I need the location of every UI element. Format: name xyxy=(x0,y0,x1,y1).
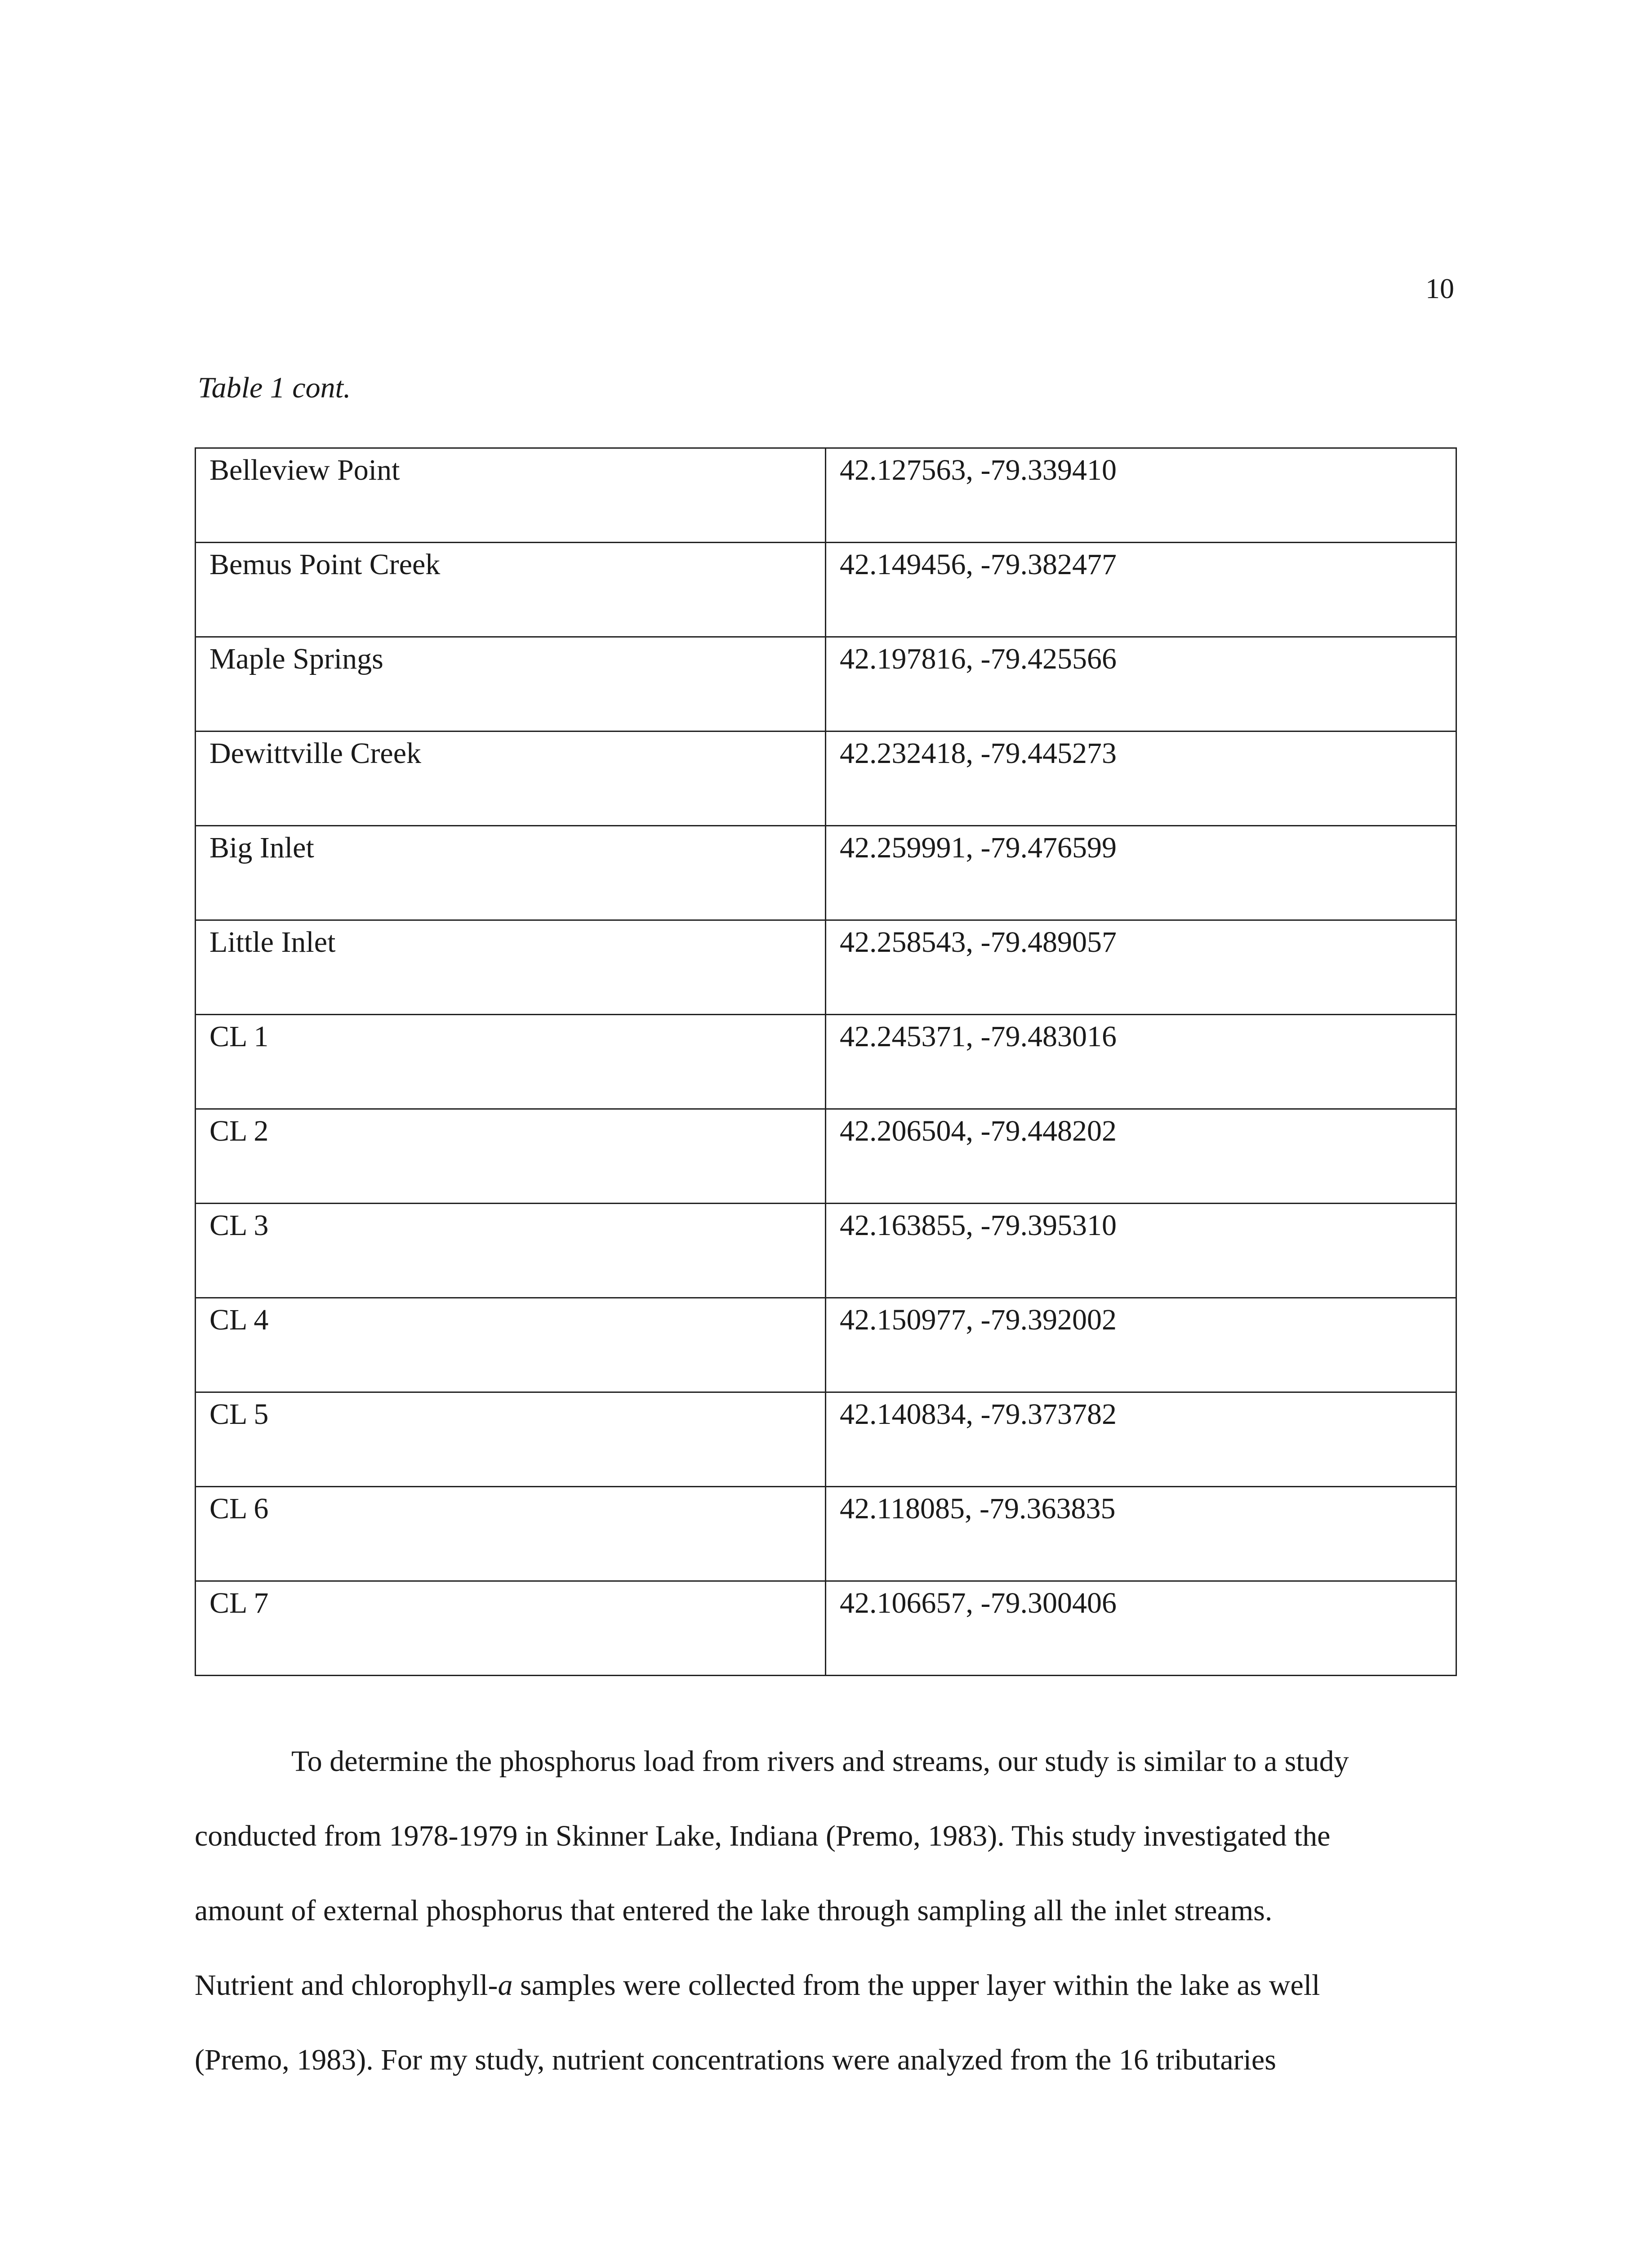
table-row xyxy=(196,543,1456,637)
italic-variable: a xyxy=(498,1969,513,2002)
site-name-cell: CL 3 xyxy=(196,1204,826,1298)
coordinates-cell: 42.245371, -79.483016 xyxy=(826,1015,1456,1109)
coordinates-cell: 42.206504, -79.448202 xyxy=(826,1109,1456,1204)
site-name-cell: Dewittville Creek xyxy=(196,731,826,826)
coordinates-cell: 42.259991, -79.476599 xyxy=(826,826,1456,920)
site-name-cell: CL 4 xyxy=(196,1298,826,1392)
text-segment: Nutrient and chlorophyll- xyxy=(195,1969,498,2002)
site-name-cell: Big Inlet xyxy=(196,826,826,920)
coordinates-cell: 42.127563, -79.339410 xyxy=(826,448,1456,543)
coordinates-cell: 42.163855, -79.395310 xyxy=(826,1204,1456,1298)
site-name-cell: Bemus Point Creek xyxy=(196,543,826,637)
coordinates-table xyxy=(195,447,1457,1676)
text-segment: samples were collected from the upper layer within the lake as well xyxy=(512,1969,1320,2002)
site-name-cell: Belleview Point xyxy=(196,448,826,543)
paragraph-line: amount of external phosphorus that entered the lake through sampling all the inlet streams. xyxy=(195,1894,1273,1927)
table-row xyxy=(196,1204,1456,1298)
site-name-cell: CL 5 xyxy=(196,1392,826,1487)
page-number: 10 xyxy=(1425,272,1454,304)
paragraph-line: conducted from 1978-1979 in Skinner Lake, Indiana (Premo, 1983). This study investigated the xyxy=(195,1820,1331,1852)
table-caption: Table 1 cont. xyxy=(198,371,351,404)
site-name-cell: CL 1 xyxy=(196,1015,826,1109)
coordinates-cell: 42.197816, -79.425566 xyxy=(826,637,1456,731)
coordinates-cell: 42.140834, -79.373782 xyxy=(826,1392,1456,1487)
table-row xyxy=(196,731,1456,826)
table-body xyxy=(196,448,1456,1676)
coordinates-cell: 42.106657, -79.300406 xyxy=(826,1581,1456,1676)
paragraph-line: To determine the phosphorus load from rivers and streams, our study is similar to a study xyxy=(291,1745,1349,1778)
coordinates-cell: 42.149456, -79.382477 xyxy=(826,543,1456,637)
table-row xyxy=(196,1298,1456,1392)
site-name-cell: CL 7 xyxy=(196,1581,826,1676)
table-row xyxy=(196,1581,1456,1676)
paragraph-line: (Premo, 1983). For my study, nutrient concentrations were analyzed from the 16 tributaries xyxy=(195,2043,1276,2076)
table-row xyxy=(196,448,1456,543)
site-name-cell: Little Inlet xyxy=(196,920,826,1015)
body-paragraph xyxy=(195,1724,1457,2097)
table-row xyxy=(196,637,1456,731)
paragraph-line xyxy=(195,1948,1457,2023)
coordinates-cell: 42.150977, -79.392002 xyxy=(826,1298,1456,1392)
site-name-cell: CL 6 xyxy=(196,1487,826,1581)
table-row xyxy=(196,1109,1456,1204)
coordinates-cell: 42.118085, -79.363835 xyxy=(826,1487,1456,1581)
site-name-cell: CL 2 xyxy=(196,1109,826,1204)
table-row xyxy=(196,1392,1456,1487)
table-row xyxy=(196,920,1456,1015)
site-name-cell: Maple Springs xyxy=(196,637,826,731)
coordinates-cell: 42.232418, -79.445273 xyxy=(826,731,1456,826)
table-row xyxy=(196,1015,1456,1109)
table-row xyxy=(196,1487,1456,1581)
table-row xyxy=(196,826,1456,920)
coordinates-cell: 42.258543, -79.489057 xyxy=(826,920,1456,1015)
